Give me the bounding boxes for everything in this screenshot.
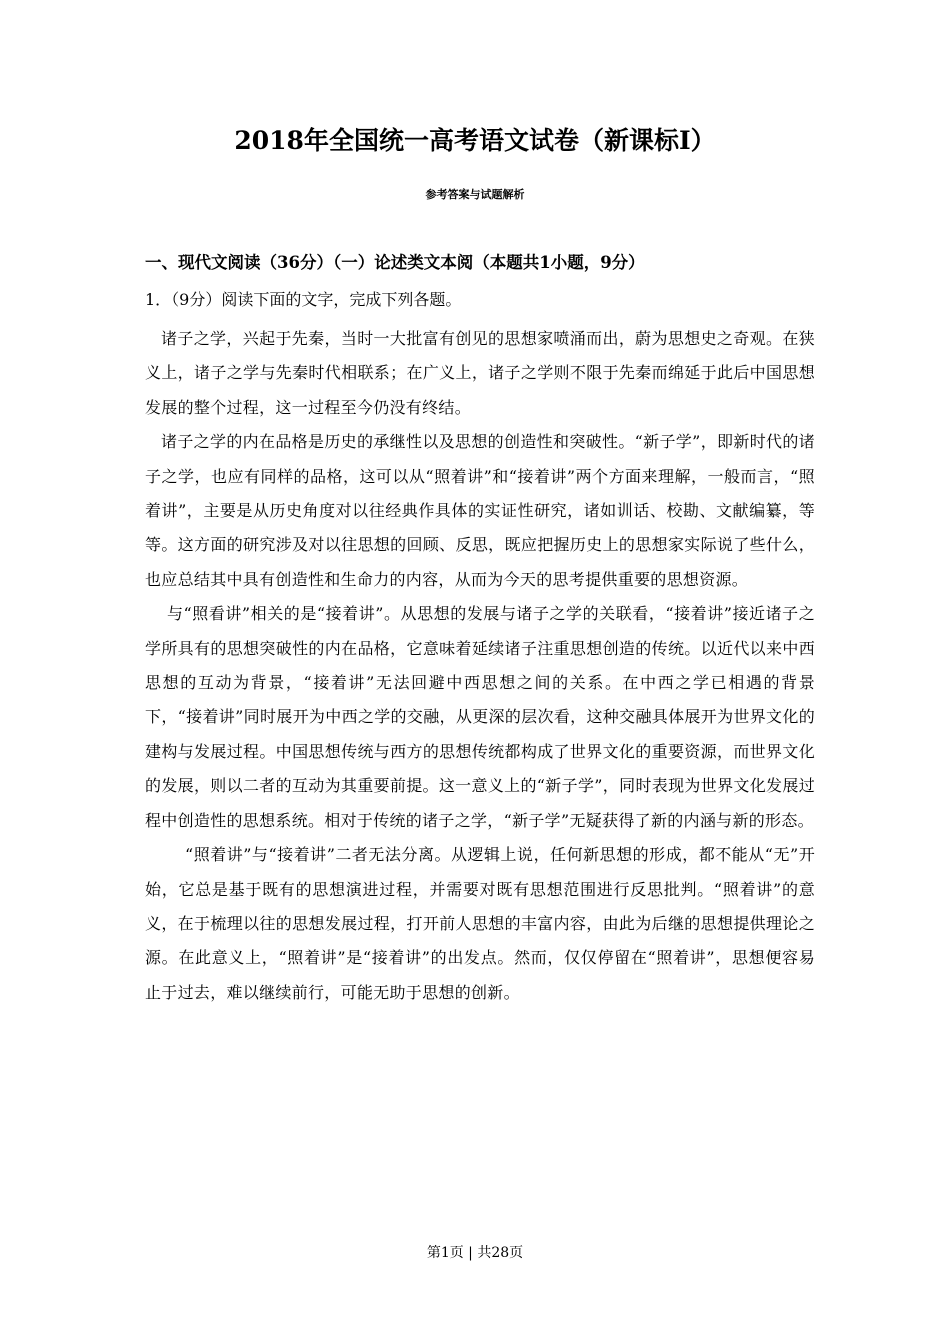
document-subtitle: 参考答案与试题解析 — [425, 188, 525, 201]
question-prompt: 1．（9分）阅读下面的文字，完成下列各题。 — [145, 290, 462, 309]
passage-body — [145, 322, 815, 1010]
document-title: 2018年全国统一高考语文试卷（新课标Ⅰ） — [234, 126, 716, 155]
section-heading: 一、现代文阅读（36分）（一）论述类文本阅（本题共1小题，9分） — [145, 253, 645, 272]
page-footer: 第1页 | 共28页 — [426, 1245, 524, 1261]
passage-paragraph-4: “照着讲”与“接着讲”二者无法分离。从逻辑上说，任何新思想的形成，都不能从“无”开始，它总是基于既有的思想演进过程，并需要对既有思想范围进行反思批判。“照着讲”的意义，在于梳理以往的思想发展过程，打开前人思想的丰富内容，由此为后继的思想提供理论之源。在此意义上，“照着讲”是“接着讲”的出发点。然而，仅仅停留在“照着讲”，思想便容易止于过去，难以继续前行，可能无助于思想的创新。 — [145, 845, 815, 1002]
passage-paragraph-3: 与“照看讲”相关的是“接着讲”。从思想的发展与诸子之学的关联看，“接着讲”接近诸子之学所具有的思想突破性的内在品格，它意味着延续诸子注重思想创造的传统。以近代以来中西思想的互动为背景，“接着讲”无法回避中西思想之间的关系。在中西之学已相遇的背景下，“接着讲”同时展开为中西之学的交融，从更深的层次看，这种交融具体展开为世界文化的建构与发展过程。中国思想传统与西方的思想传统都构成了世界文化的重要资源，而世界文化的发展，则以二者的互动为其重要前提。这一意义上的“新子学”，同时表现为世界文化发展过程中创造性的思想系统。相对于传统的诸子之学，“新子学”无疑获得了新的内涵与新的形态。 — [145, 604, 815, 830]
passage-paragraph-2: 诸子之学的内在品格是历史的承继性以及思想的创造性和突破性。“新子学”，即新时代的诸子之学，也应有同样的品格，这可以从“照着讲”和“接着讲”两个方面来理解，一般而言，“照着讲”，主要是从历史角度对以往经典作具体的实证性研究，诸如训话、校勘、文献编纂，等等。这方面的研究涉及对以往思想的回顾、反思，既应把握历史上的思想家实际说了些什么，也应总结其中具有创造性和生命力的内容，从而为今天的思考提供重要的思想资源。 — [145, 432, 815, 589]
passage-paragraph-1: 诸子之学，兴起于先秦，当时一大批富有创见的思想家喷涌而出，蔚为思想史之奇观。在狭义上，诸子之学与先秦时代相联系；在广义上，诸子之学则不限于先秦而绵延于此后中国思想发展的整个过程，这一过程至今仍没有终结。 — [145, 329, 815, 417]
